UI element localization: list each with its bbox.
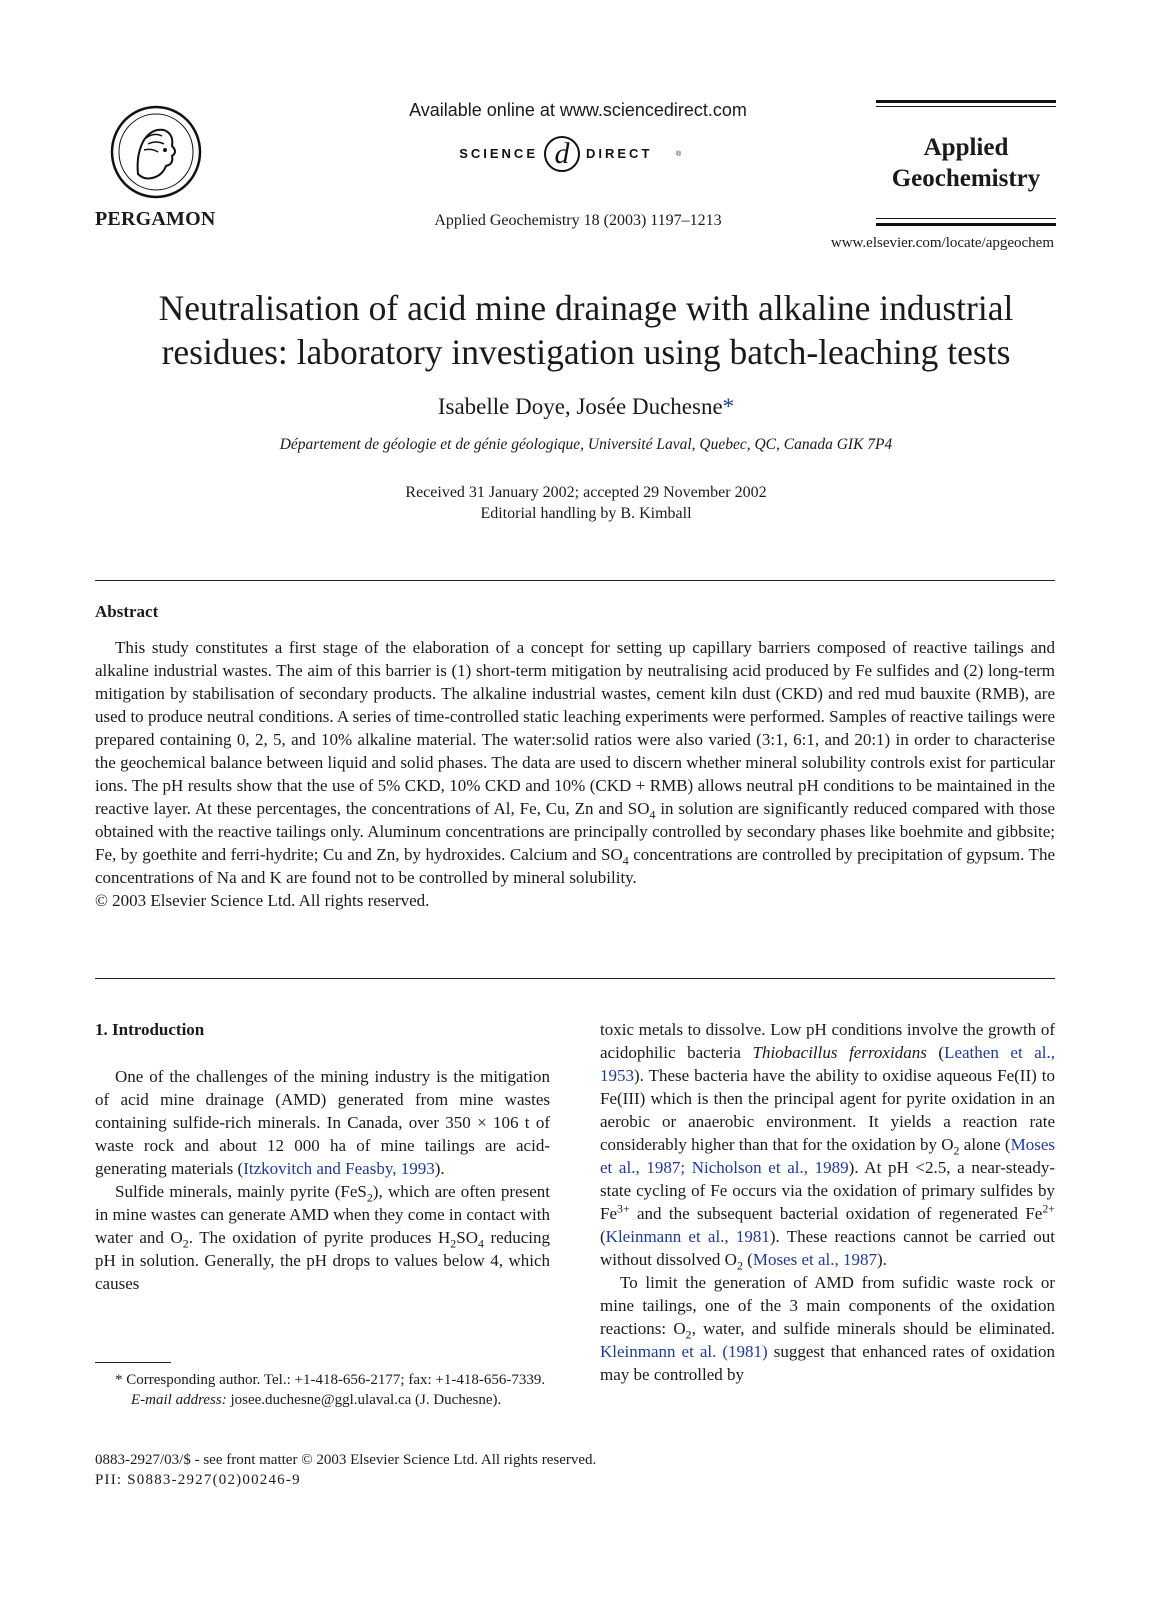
abstract-text-a: This study constitutes a first stage of the elaboration of a concept for setting up capillary barriers composed of reactive tailings and alkaline industrial wastes. The aim of this barrier is (1) short-term mitigation by neutralising acid produced by Fe sulfides and (2) long-term mitigation by stabilisation of secondary products. The alkaline industrial wastes, cement kiln dust (CKD) and red mud bauxite (RMB), are used to produce neutral conditions. A series of time-controlled static leaching experiments were performed. Samples of reactive tailings were prepared containing 0, 2, 5, and 10% alkaline material. The water:solid ratios were also varied (3:1, 6:1, and 20:1) in order to characterise the geochemical balance between liquid and solid phases. The data are used to discern whether mineral solubility controls exist for particular ions. The pH results show that the use of 5% CKD, 10% CKD and 10% (CKD + RMB) allows neutral pH conditions to be maintained in the reactive layer. At these percentages, the concentrations of Al, Fe, Cu, Zn and SO bbox=[95, 638, 1055, 818]
abstract-sub: 4 bbox=[649, 807, 656, 822]
r1-sup-fe2: 2+ bbox=[1042, 1201, 1055, 1216]
r1-text-j: ). bbox=[877, 1250, 887, 1269]
affiliation: Département de géologie et de génie géologique, Université Laval, Quebec, QC, Canada GIK 7P4 bbox=[279, 436, 893, 453]
publisher-name: PERGAMON bbox=[95, 208, 216, 230]
p2-text-b: ), which are often present in mine wastes can generate AMD when they come in contact with water and O bbox=[95, 1182, 550, 1247]
intro-paragraph-2 bbox=[95, 1180, 550, 1295]
r1-text-i: ( bbox=[742, 1250, 753, 1269]
r1-text-f: and the subsequent bacterial oxidation of regenerated Fe bbox=[629, 1204, 1043, 1223]
footer-issn: 0883-2927/03/$ - see front matter © 2003 Elsevier Science Ltd. All rights reserved. bbox=[95, 1452, 597, 1468]
footnote-corresponding: * Corresponding author. Tel.: +1-418-656-2177; fax: +1-418-656-7339. bbox=[115, 1372, 546, 1388]
journal-title-line1: Applied bbox=[923, 134, 1009, 161]
citation-link-moses[interactable]: Moses et al., 1987 bbox=[752, 1250, 878, 1269]
abstract-bottom-rule bbox=[95, 978, 1055, 979]
abstract-body bbox=[95, 636, 1055, 912]
p1-text-b: ). bbox=[434, 1159, 445, 1178]
abstract-text-b: in solution are significantly reduced compared with those obtained with the reactive tailings only. Aluminum concentrations are principally controlled by secondary phases like boehmite and gibbsite; Fe, by goethite and ferri-hydrite; Cu and Zn, by hydroxides. Calcium and SO bbox=[95, 799, 1055, 864]
abstract-text-c: concentrations are controlled by precipitation of gypsum. The concentrations of Na and K are found not to be controlled by mineral solubility. bbox=[95, 845, 1055, 887]
p2-sub-c: 2 bbox=[450, 1236, 457, 1251]
r1-text-b: ( bbox=[926, 1043, 945, 1062]
title-line-2: residues: laboratory investigation using batch-leaching tests bbox=[161, 332, 1011, 372]
footnote bbox=[95, 1370, 550, 1410]
corresponding-author-link[interactable]: * bbox=[722, 394, 735, 419]
r1-text-e: ). At pH <2.5, a near-steady-state cycling of Fe occurs via the oxidation of primary sulfides by Fe bbox=[600, 1158, 1056, 1223]
citation-link-itzkovitch[interactable]: Itzkovitch and Feasby, 1993 bbox=[243, 1159, 435, 1178]
left-column bbox=[95, 1018, 550, 1295]
intro-paragraph-1 bbox=[95, 1065, 550, 1180]
dates-block bbox=[60, 482, 1112, 524]
right-paragraph-2 bbox=[600, 1271, 1055, 1386]
abstract-copyright: © 2003 Elsevier Science Ltd. All rights reserved. bbox=[95, 891, 430, 910]
p2-text-d: SO bbox=[456, 1228, 478, 1247]
citation-link-moses-nicholson[interactable]: Moses et al., 1987; Nicholson et al., 1989 bbox=[600, 1135, 1055, 1177]
bacteria-name: Thiobacillus ferroxidans bbox=[752, 1043, 927, 1062]
title-line-1: Neutralisation of acid mine drainage with alkaline industrial bbox=[158, 288, 1014, 328]
citation-link-kleinmann-2[interactable]: Kleinmann et al. (1981) bbox=[600, 1342, 768, 1361]
right-column bbox=[600, 1018, 1055, 1386]
editorial-handling: Editorial handling by B. Kimball bbox=[480, 505, 692, 522]
r1-text-h: ). These reactions cannot be carried out without dissolved O bbox=[600, 1227, 1055, 1269]
r1-text-c: ). These bacteria have the ability to oxidise aqueous Fe(II) to Fe(III) which is then the principal agent for pyrite oxidation in an aerobic or anaerobic environment. It yields a reaction rate considerably higher than that for the oxidation by O bbox=[600, 1066, 1055, 1154]
journal-url-link[interactable]: www.elsevier.com/locate/apgeochem bbox=[830, 235, 1054, 251]
r1-text-d: alone ( bbox=[959, 1135, 1011, 1154]
section-heading-introduction: 1. Introduction bbox=[95, 1020, 205, 1039]
email-label: E-mail address: bbox=[131, 1392, 227, 1408]
article-title bbox=[60, 286, 1112, 374]
r1-sup-fe3: 3+ bbox=[617, 1201, 630, 1216]
r1-sub-o2b: 2 bbox=[736, 1258, 743, 1273]
r2-text-c: suggest that enhanced rates of oxidation may be controlled by bbox=[600, 1342, 1055, 1384]
r2-sub-o2: 2 bbox=[685, 1327, 692, 1342]
r1-text-a: toxic metals to dissolve. Low pH conditions involve the growth of acidophilic bacteria bbox=[600, 1020, 1055, 1062]
author-names: Isabelle Doye, Josée Duchesne bbox=[437, 394, 723, 419]
footer-pii: PII: S0883-2927(02)00246-9 bbox=[95, 1472, 301, 1488]
abstract-sub2: 4 bbox=[622, 853, 629, 868]
footnote-email bbox=[95, 1390, 550, 1410]
journal-masthead bbox=[876, 100, 1056, 228]
p2-sub-a: 2 bbox=[366, 1190, 373, 1205]
authors bbox=[60, 394, 1112, 420]
citation-link-kleinmann[interactable]: Kleinmann et al., 1981 bbox=[605, 1227, 770, 1246]
abstract-heading: Abstract bbox=[95, 602, 159, 621]
page-footer bbox=[95, 1450, 596, 1490]
journal-title-line2: Geochemistry bbox=[891, 165, 1041, 192]
sd-right-text: DIRECT bbox=[586, 146, 653, 161]
sd-left-text: SCIENCE bbox=[460, 146, 538, 161]
p2-text-c: . The oxidation of pyrite produces H bbox=[188, 1228, 451, 1247]
p2-text-e: reducing pH in solution. Generally, the pH drops to values below 4, which causes bbox=[95, 1228, 551, 1293]
p2-text-a: Sulfide minerals, mainly pyrite (FeS bbox=[115, 1182, 367, 1201]
footnote-rule bbox=[95, 1362, 171, 1363]
abstract-paragraph bbox=[95, 636, 1055, 889]
journal-citation: Applied Geochemistry 18 (2003) 1197–1213 bbox=[434, 212, 722, 229]
citation-link-leathen[interactable]: Leathen et al., 1953 bbox=[600, 1043, 1056, 1085]
sciencedirect-logo-icon bbox=[460, 130, 700, 180]
p2-sub-b: 2 bbox=[182, 1236, 189, 1251]
pergamon-logo-icon bbox=[108, 104, 204, 200]
received-dates: Received 31 January 2002; accepted 29 November 2002 bbox=[405, 484, 767, 501]
r2-text-b: , water, and sulfide minerals should be eliminated. bbox=[691, 1319, 1055, 1338]
r2-text-a: To limit the generation of AMD from sufidic waste rock or mine tailings, one of the 3 main components of the oxidation reactions: O bbox=[600, 1273, 1055, 1338]
abstract-top-rule bbox=[95, 580, 1055, 581]
r1-text-g: ( bbox=[600, 1227, 606, 1246]
p1-text-a: One of the challenges of the mining industry is the mitigation of acid mine drainage (AMD) generated from mine wastes containing sulfide-rich minerals. In Canada, over 350 × 106 t of waste rock and about 12 000 ha of mine tailings are acid-generating materials ( bbox=[95, 1067, 550, 1178]
email-address: josee.duchesne@ggl.ulaval.ca (J. Duchesne). bbox=[226, 1392, 502, 1408]
r1-sub-o2: 2 bbox=[953, 1143, 960, 1158]
svg-text:®: ® bbox=[676, 151, 682, 158]
p2-sub-d: 4 bbox=[477, 1236, 484, 1251]
available-online-text: Available online at www.sciencedirect.com bbox=[409, 100, 747, 120]
svg-text:d: d bbox=[554, 137, 570, 170]
right-paragraph-1 bbox=[600, 1018, 1055, 1271]
